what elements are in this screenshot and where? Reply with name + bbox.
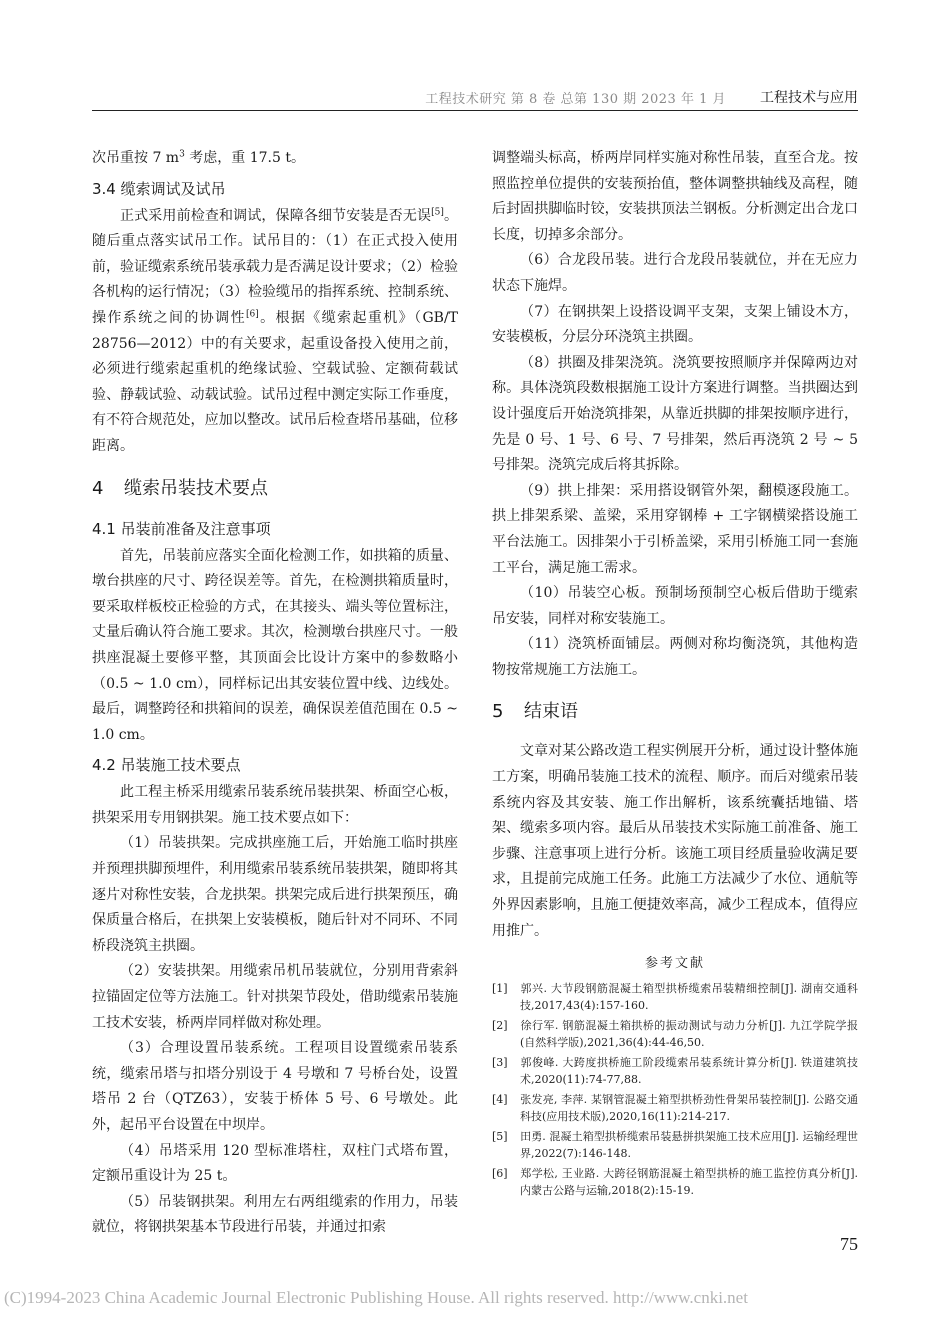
copyright-footer: (C)1994-2023 China Academic Journal Electronic Publishing House. All rights reserved. http://www.cnki.net — [4, 1288, 748, 1307]
page-number: 75 — [840, 1234, 858, 1254]
list-item: （7）在钢拱架上设搭设调平支架，支架上铺设木方，安装模板，分层分环浇筑主拱圈。 — [492, 303, 858, 346]
section-4-heading: 4 缆索吊装技术要点 — [92, 477, 268, 499]
reference-item: [1] 郭兴. 大节段钢筋混凝土箱型拱桥缆索吊装精细控制[J]. 湖南交通科技,2017,43(4):157-160. — [492, 982, 858, 1013]
paragraph: 此工程主桥采用缆索吊装系统吊装拱架、桥面空心板，拱架采用专用钢拱架。施工技术要点如下： — [92, 784, 458, 826]
references-title: 参考文献 — [644, 956, 705, 972]
section-4-2-heading: 4.2 吊装施工技术要点 — [92, 756, 241, 775]
list-item: （2）安装拱架。用缆索吊机吊装就位，分别用背索斜拉锚固定位等方法施工。针对拱架节段处，借助缆索吊装施工技术安装，桥两岸同样做对称处理。 — [92, 963, 458, 1031]
right-column — [492, 146, 858, 1202]
reference-item: [3] 郭俊峰. 大跨度拱桥施工阶段缆索吊装系统计算分析[J]. 铁道建筑技术,2020(11):74-77,88. — [492, 1056, 858, 1087]
left-column — [92, 146, 458, 1241]
reference-list — [492, 980, 858, 1199]
paragraph: 正式采用前检查和调试，保障各细节安装是否无误[5]。随后重点落实试吊工作。试吊目的：（1）在正式投入使用前，验证缆索系统吊装承载力是否满足设计要求；（2）检验各机构的运行情况；（3）检验缆吊的指挥系统、控制系统、操作系统之间的协调性[6]。根据《缆索起重机》（GB/T 28756—2012）中的有关要求，起重设备投入使用之前，必须进行缆索起重机的绝缘试验、空载试验、定额荷载试验、静载试验、动载试验。试吊过程中测定实际工作垂度，有不符合规范处，应加以整改。试吊后检查塔吊基础，位移距离。 — [92, 206, 459, 454]
list-item: （11）浇筑桥面铺层。两侧对称均衡浇筑，其他构造物按常规施工方法施工。 — [492, 636, 858, 678]
list-item: （6）合龙段吊装。进行合龙段吊装就位，并在无应力状态下施焊。 — [492, 252, 858, 294]
list-item: （8）拱圈及排架浇筑。浇筑要按照顺序并保障两边对称。具体浇筑段数根据施工设计方案进行调整。当拱圈达到设计强度后开始浇筑排架，从靠近拱脚的排架按顺序进行，先是 0 号、1 号、6 号、7 号排架，然后再浇筑 2 号 ~ 5 号排架。浇筑完成后将其拆除。 — [492, 354, 858, 474]
running-header — [92, 86, 858, 111]
reference-item: [2] 徐行军. 钢筋混凝土箱拱桥的振动测试与动力分析[J]. 九江学院学报(自然科学版),2021,36(4):44-46,50. — [492, 1019, 858, 1050]
list-item: （1）吊装拱架。完成拱座施工后，开始施工临时拱座并预理拱脚预埋件，利用缆索吊装系统吊装拱架，随即将其逐片对称性安装，合龙拱架。拱架完成后进行拱架预压，确保质量合格后，在拱架上安装模板，随后针对不同环、不同桥段浇筑主拱圈。 — [92, 835, 458, 954]
section-3-4-heading: 3.4 缆索调试及试吊 — [92, 179, 226, 198]
section-5-heading: 5 结束语 — [492, 701, 578, 723]
section-4-1-heading: 4.1 吊装前准备及注意事项 — [92, 519, 271, 538]
list-item: （9）拱上排架：采用搭设钢管外架，翻模逐段施工。拱上排架系梁、盖梁，采用穿钢棒 + 工字钢横梁搭设施工平台法施工。因排架小于引桥盖梁，采用引桥施工同一套施工平台，满足施工需求。 — [492, 482, 858, 576]
list-item: （5）吊装钢拱架。利用左右两组缆索的作用力，吊装就位，将钢拱架基本节段进行吊装，并通过扣索 — [92, 1193, 458, 1236]
list-item: （3）合理设置吊装系统。工程项目设置缆索吊装系统，缆索吊塔与扣塔分别设于 4 号墩和 7 号桥台处，设置塔吊 2 台（QTZ63），安装于桥体 5 号、6 号墩处。此外，起吊平台设置在中坝岸。 — [92, 1040, 458, 1133]
reference-item: [4] 张发亮, 李萍. 某钢管混凝土箱型拱桥劲性骨架吊装控制[J]. 公路交通科技(应用技术版),2020,16(11):214-217. — [492, 1093, 858, 1124]
section-name: 工程技术与应用 — [760, 90, 858, 106]
list-item: （4）吊塔采用 120 型标准塔柱，双柱门式塔布置，定额吊重设计为 25 t。 — [92, 1142, 458, 1185]
paragraph: 调整端头标高，桥两岸同样实施对称性吊装，直至合龙。按照监控单位提供的安装预抬值，整体调整拱轴线及高程，随后封固拱脚临时铰，安装拱顶法兰钢板。分析测定出合龙口长度，切掉多余部分。 — [492, 150, 858, 243]
paragraph: 首先，吊装前应落实全面化检测工作，如拱箱的质量、墩台拱座的尺寸、跨径误差等。首先，在检测拱箱质量时，要采取样板校正检验的方式，在其接头、端头等位置标注，丈量后确认符合施工要求。其次，检测墩台拱座尺寸。一般拱座混凝土要修平整，其顶面会比设计方案中的参数略小（0.5 ~ 1.0 cm），同样标记出其安装位置中线、边线处。最后，调整跨径和拱箱间的误差，确保误差值范围在 0.5 ~ 1.0 cm。 — [92, 547, 458, 743]
journal-info: 工程技术研究 第 8 卷 总第 130 期 2023 年 1 月 — [425, 92, 726, 107]
paragraph: 文章对某公路改造工程实例展开分析，通过设计整体施工方案，明确吊装施工技术的流程、顺序。而后对缆索吊装系统内容及其安装、施工作出解析，该系统囊括地锚、塔架、缆索多项内容。最后从吊装技术实际施工前准备、施工步骤、注意事项上进行分析。该施工项目经质量验收满足要求，且提前完成施工任务。此施工方法减少了水位、通航等外界因素影响，且施工便捷效率高，减少工程成本，值得应用推广。 — [492, 743, 858, 939]
list-item: （10）吊装空心板。预制场预制空心板后借助于缆索吊安装，同样对称安装施工。 — [492, 585, 858, 627]
paragraph: 次吊重按 7 $m^3$ 考虑，重 17.5 t。 — [92, 149, 305, 166]
reference-item: [6] 郑学松, 王业路. 大跨径钢筋混凝土箱型拱桥的施工监控仿真分析[J]. 内蒙古公路与运输,2018(2):15-19. — [492, 1167, 858, 1198]
reference-item: [5] 田勇. 混凝土箱型拱桥缆索吊装悬拼拱架施工技术应用[J]. 运输经理世界,2022(7):146-148. — [492, 1130, 858, 1161]
